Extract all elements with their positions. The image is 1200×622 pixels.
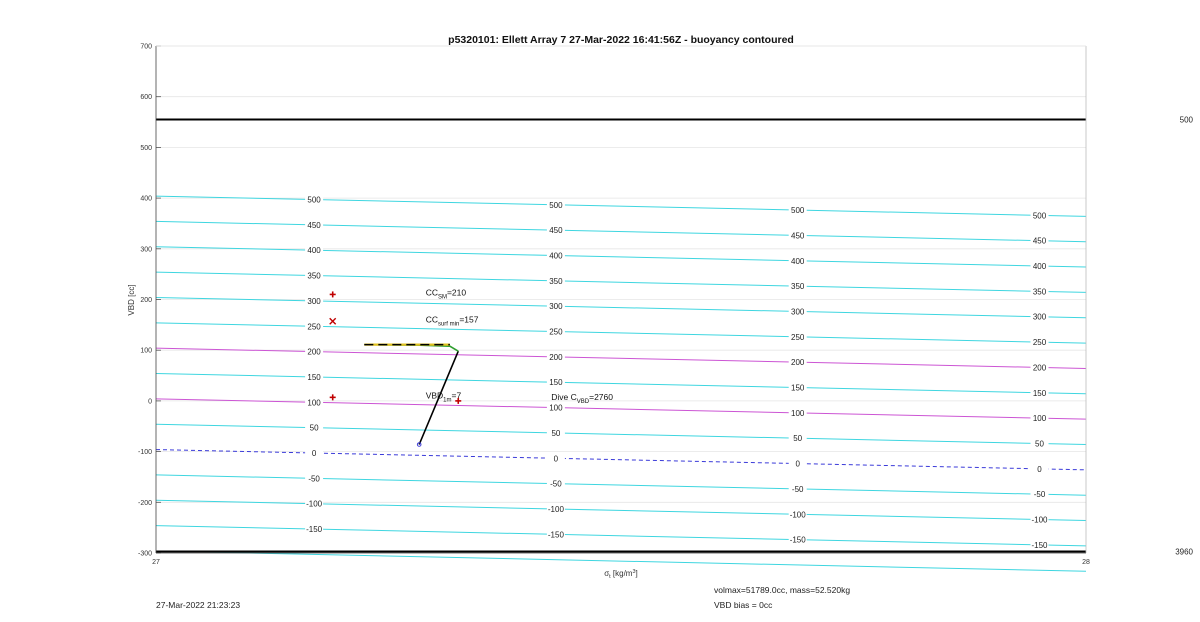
contour-label: -50 [791,484,804,494]
contour-label: -100 [789,510,806,520]
contour-label: 350 [791,282,805,292]
marker-label: $VBD_{1m}=7$ [425,390,462,404]
x-tick-label: 27 [152,559,160,566]
contour-label: 100 [307,398,321,408]
contour-label: 450 [791,231,805,241]
contour-label: -150 [547,530,564,540]
contour-label: 100 [1032,414,1047,424]
contour-label: 0 [553,454,559,464]
footer-timestamp: 27-Mar-2022 21:23:23 [156,600,241,610]
contour-label: 350 [549,276,563,286]
y-tick-label: -100 [137,449,152,457]
contour-label: 100 [791,408,805,418]
contour-label: -50 [550,479,562,489]
contour-label: 500 [549,200,563,210]
contour-label: 500 [791,206,805,216]
contour-label: 500 [1032,211,1047,221]
chart-title: p5320101: Ellett Array 7 27-Mar-2022 16:41:56Z - buoyancy contoured [448,34,794,46]
contour-label: -100 [547,504,564,514]
contour-label: 450 [307,220,321,230]
contour-label: -150 [1031,540,1048,550]
contour-label: 200 [791,358,805,368]
contour-label: 500 [307,195,321,205]
contour-label: 200 [1032,363,1047,373]
annotation-label: Dive $C_{VBD}=2760$ [551,391,613,405]
contour-label: 0 [795,459,800,469]
contour-label: 450 [1032,236,1047,246]
contour-label: 250 [791,332,805,342]
contour-label: 100 [549,403,563,413]
contour-label: 200 [307,347,321,357]
contour-label: 200 [549,352,563,362]
contour-label: 300 [1032,312,1047,322]
y-tick-label: 200 [140,297,152,304]
x-axis-label: $\sigma_t$ $[kg/m^3]$ [604,569,638,580]
contour-label: -100 [306,499,323,509]
x-tick-label: 28 [1082,559,1090,566]
y-tick-label: 0 [148,398,152,406]
y-tick-label: 400 [140,195,152,203]
contour-label: 50 [551,428,561,438]
reference-line-label: 3960 [1175,547,1193,557]
contour-label: 250 [1032,338,1047,348]
contour-label: -150 [306,525,323,535]
contour-label: 0 [311,449,317,459]
contour-label: -150 [789,535,806,545]
contour-label: 400 [1032,262,1047,272]
contour-label: 150 [791,383,805,393]
contour-label: -100 [1031,515,1048,525]
y-tick-label: -200 [137,499,152,507]
y-tick-label: 100 [140,347,152,355]
contour-label: 50 [1035,439,1044,449]
marker-label: $CC_{SM}=210$ [425,287,467,301]
contour-label: 150 [307,372,321,382]
contour-label: 450 [549,226,563,236]
contour-label: 50 [309,423,319,433]
reference-line-label: 500 [1179,115,1193,125]
y-tick-label: -300 [137,550,152,558]
contour-label: 0 [1037,464,1042,474]
y-axis-label: VBD [cc] [127,284,136,316]
contour-label: -50 [308,474,320,484]
footer-vbd-bias: VBD bias = 0cc [714,600,773,610]
contour-label: 50 [793,434,803,444]
y-tick-label: 600 [140,94,152,102]
contour-label: 150 [1032,388,1047,398]
contour-label: 350 [307,271,321,281]
y-tick-label: 500 [140,144,152,152]
contour-label: 150 [549,378,563,388]
contour-label: 400 [791,256,805,266]
contour-label: 350 [1032,287,1047,297]
contour-label: 250 [549,327,563,337]
marker-label: $CC_{surf min}=157$ [425,314,479,328]
contour-label: 300 [791,307,805,317]
contour-label: 300 [307,296,321,306]
contour-label: -50 [1033,490,1046,500]
contour-label: 400 [307,246,321,256]
footer-volmax: volmax=51789.0cc, mass=52.520kg [714,585,851,595]
contour-label: 400 [549,251,563,261]
contour-label: 250 [307,322,321,332]
contour-label: 300 [549,302,563,312]
y-tick-label: 300 [140,246,152,254]
y-tick-label: 700 [140,43,152,51]
